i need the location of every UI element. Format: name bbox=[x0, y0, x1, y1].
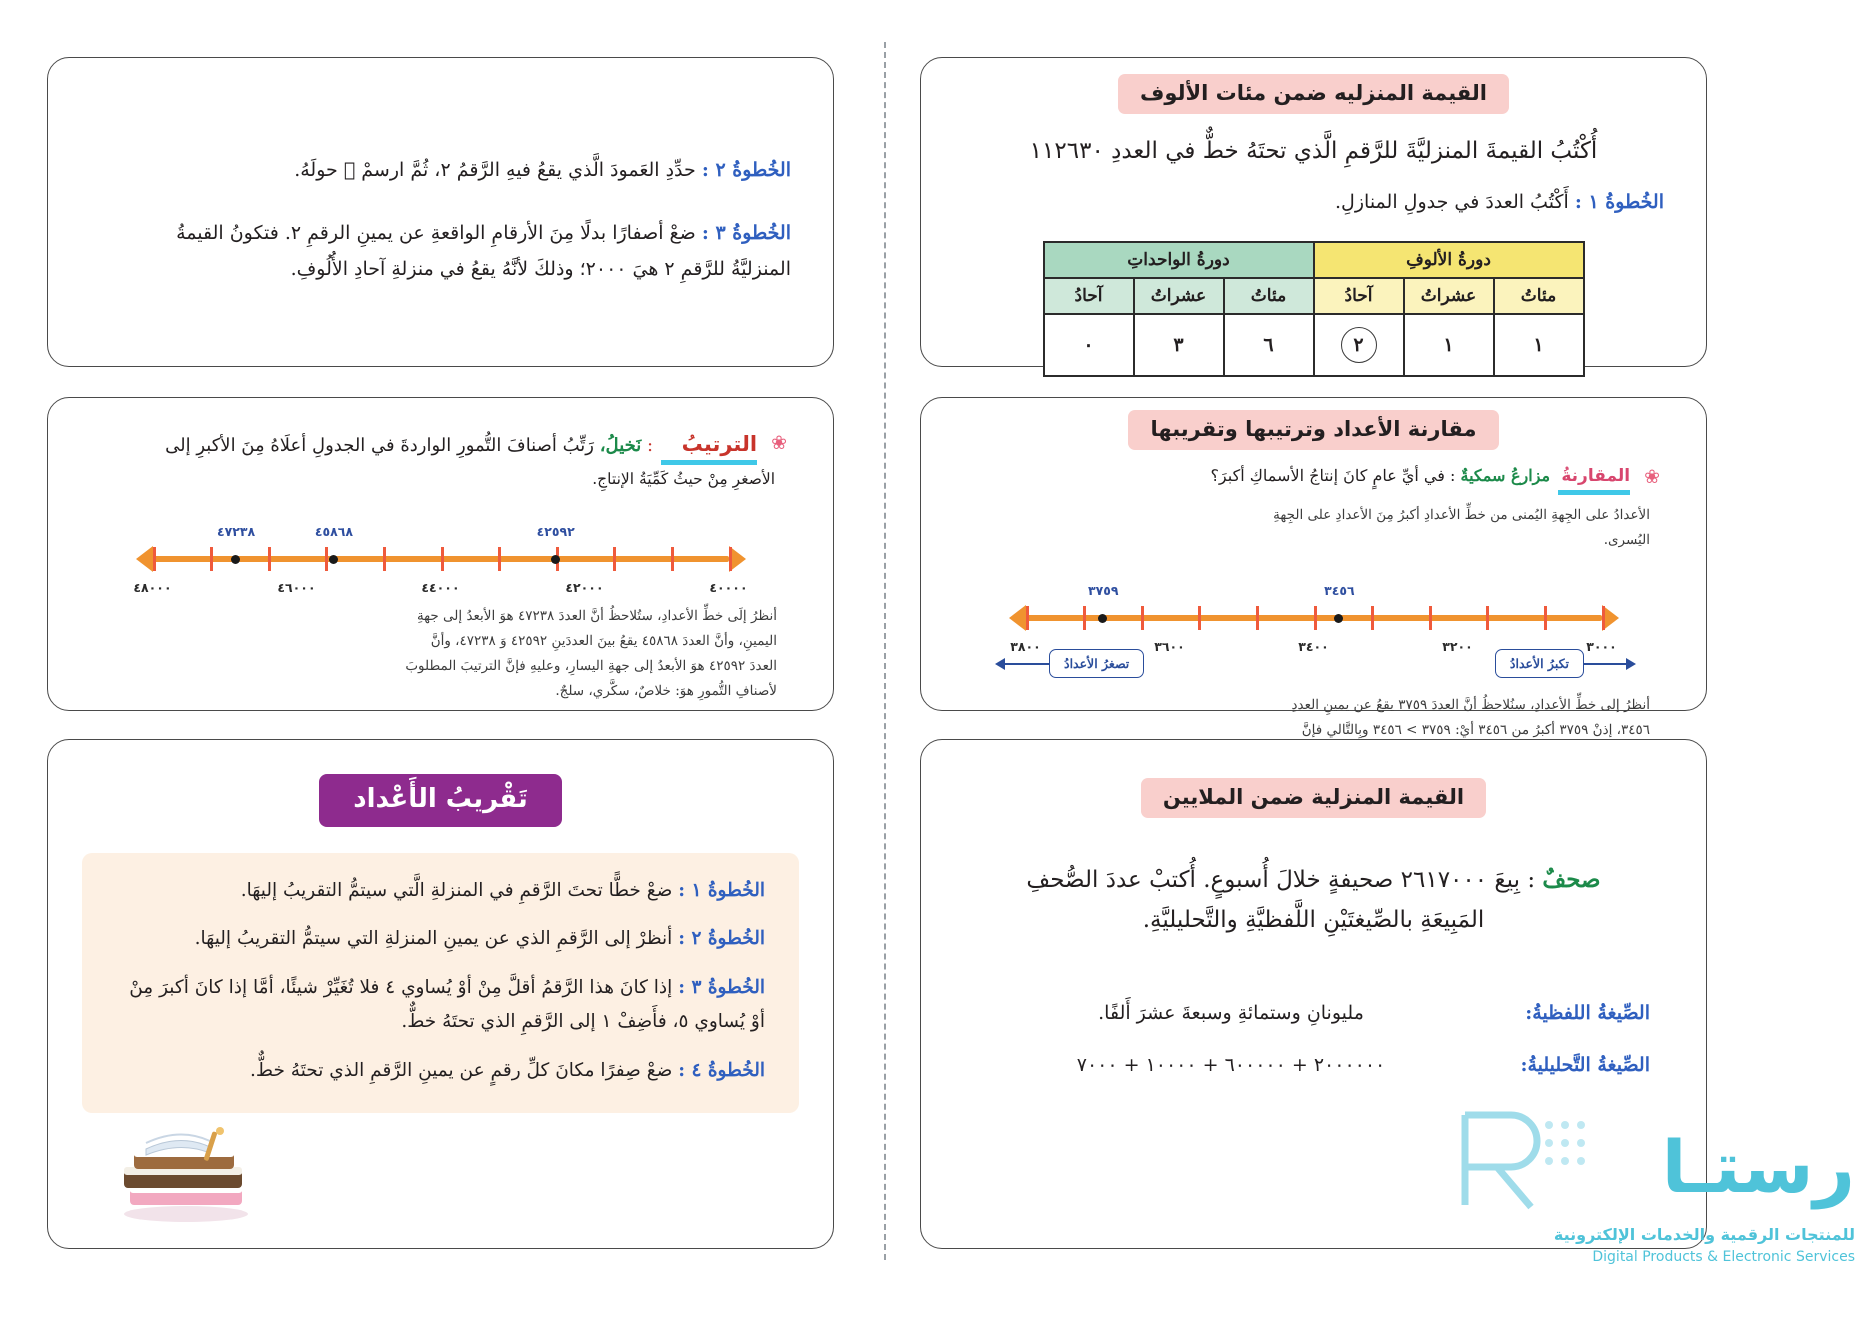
order-context: نَخيلُ، bbox=[599, 435, 642, 456]
callout-numbers-increase: تكبرُ الأعدادُ bbox=[1495, 649, 1584, 678]
header-units-ones: آحادُ bbox=[1044, 278, 1134, 314]
rounding-step-2 bbox=[116, 923, 765, 955]
compare-label-underline bbox=[1558, 488, 1630, 495]
number-line-tick bbox=[1486, 606, 1489, 630]
number-line-tick bbox=[1429, 606, 1432, 630]
number-line-bottom-label: ٣٢٠٠ bbox=[1442, 639, 1473, 655]
rounding-step-3-text-line1: إذا كانَ هذا الرَّقمُ أقلَّ مِنْ أوْ يُساوي ٤ فلا تُغَيِّرْ شيئًا، أمَّا إذا كانَ أكبرَ مِنْ bbox=[129, 976, 673, 998]
callout-arrow-right bbox=[1584, 663, 1628, 665]
number-line-tick bbox=[1141, 606, 1144, 630]
rounding-title-row bbox=[48, 774, 833, 827]
number-line-tick bbox=[325, 547, 328, 571]
number-line-arrow-left bbox=[1009, 605, 1026, 631]
number-line-point-label: ٤٥٨٦٨ bbox=[314, 523, 354, 539]
number-line-point-label: ٤٧٢٣٨ bbox=[216, 523, 256, 539]
number-line-tick bbox=[1256, 606, 1259, 630]
number-line-tick bbox=[1083, 606, 1086, 630]
rounding-step-2-label: الخُطوةُ ٢ : bbox=[678, 928, 765, 950]
number-line-tick bbox=[383, 547, 386, 571]
rounding-step-1 bbox=[116, 875, 765, 907]
callouts-compare bbox=[991, 649, 1636, 683]
number-line-bottom-label: ٣٨٠٠ bbox=[1010, 639, 1041, 655]
books-illustration bbox=[108, 1119, 268, 1224]
header-thousands-ones: آحادُ bbox=[1314, 278, 1404, 314]
value-units-hundreds: ٦ bbox=[1224, 314, 1314, 376]
group-units: دورةُ الواحداتِ bbox=[1044, 242, 1314, 278]
compare-hint-line2: اليُسرى. bbox=[1603, 532, 1650, 549]
number-line-tick bbox=[729, 547, 732, 571]
watermark-brand-ar: رستـا bbox=[1661, 1125, 1855, 1209]
step-3-line-2 bbox=[90, 253, 791, 286]
card-compare-order-round bbox=[920, 397, 1707, 739]
callout-numbers-decrease: تصغرُ الأعدادُ bbox=[1049, 649, 1144, 678]
number-line-point-label: ٣٤٥٦ bbox=[1324, 583, 1355, 599]
millions-question-line2: المَبِيعَةِ بالصِّيغتَيْنِ اللَّفظيَّةِ والتَّحليليَّةِ. bbox=[1142, 906, 1485, 933]
rounding-steps-panel bbox=[82, 853, 799, 1113]
number-line-bottom-label: ٤٦٠٠٠ bbox=[277, 579, 316, 595]
compare-explain-line1: أنظرُ إلى خطِّ الأعدادِ، سنُلاحظُ أنَّ العددَ ٣٧٥٩ يقعُ عن يمينِ العددِ bbox=[1291, 697, 1650, 714]
table-row-headers bbox=[1044, 278, 1584, 314]
page-divider bbox=[884, 42, 886, 1260]
rounding-step-2-text: أنظرْ إلى الرَّقمِ الذي عن يمينِ المنزلةِ التي سيتمُّ التقريبُ إليهَا. bbox=[194, 928, 673, 950]
question-text: أُكْتُبُ القيمةَ المنزليَّةَ للرَّقمِ الَّذي تحتَهُ خطٌّ في العددِ ١١٢٦٣٠ bbox=[1029, 138, 1598, 165]
number-line-point-label: ٣٧٥٩ bbox=[1088, 583, 1119, 599]
card-place-value-hundred-thousands bbox=[920, 57, 1707, 367]
section-chip-compare-order-round: مقارنة الأعداد وترتيبها وتقريبها bbox=[1128, 410, 1498, 450]
header-thousands-tens: عشراتُ bbox=[1404, 278, 1494, 314]
rounding-step-3-line2 bbox=[116, 1006, 765, 1038]
callout-arrow-left bbox=[1005, 663, 1049, 665]
value-units-ones: ٠ bbox=[1044, 314, 1134, 376]
place-value-table bbox=[1043, 241, 1585, 377]
compare-explain-line2: ٣٤٥٦، إذنْ ٣٧٥٩ أكبرُ من ٣٤٥٦ أيْ: ٣٧٥٩ > ٣٤٥٦ وبِالتَّالي فإنَّ bbox=[1301, 722, 1650, 739]
rounding-step-4-text: ضعْ صِفرًا مكانَ كلِّ رقمٍ عن يمينِ الرَّقمِ الذي تحتَهُ خطٌّ. bbox=[250, 1059, 673, 1081]
number-line-tick bbox=[1544, 606, 1547, 630]
header-units-tens: عشراتُ bbox=[1134, 278, 1224, 314]
number-line-bottom-label: ٣٠٠٠ bbox=[1586, 639, 1617, 655]
rounding-step-4-label: الخُطوةُ ٤ : bbox=[678, 1059, 765, 1081]
value-units-tens: ٣ bbox=[1134, 314, 1224, 376]
chip-row-compare bbox=[921, 410, 1706, 450]
step-2-label: الخُطوةُ ٢ : bbox=[701, 159, 791, 181]
millions-question-text1: : بِيعَ ٢٦١٧٠٠٠ صحيفةٍ خلالَ أُسبوعٍ. أُكتبْ عددَ الصُّحفِ bbox=[1026, 867, 1536, 894]
number-line-tick bbox=[498, 547, 501, 571]
number-line-ordering bbox=[131, 512, 751, 595]
number-line-bottom-label: ٤٢٠٠٠ bbox=[565, 579, 604, 595]
step-3-text-line2: المنزليَّةُ للرَّقمِ ٢ هيَ ٢٠٠٠؛ وذلكَ لأنَّهُ يقعُ في منزلةِ آحادِ الأُلُوفِ. bbox=[290, 257, 791, 280]
compare-heading-row bbox=[967, 466, 1660, 495]
watermark-tagline-ar: للمنتجات الرقمية والخدمات الإلكترونية bbox=[1553, 1225, 1855, 1244]
verbal-form-key: الصِّيغةُ اللفظيةُ: bbox=[1525, 1002, 1650, 1025]
number-line-tick bbox=[1198, 606, 1201, 630]
step-3-label: الخُطوةُ ٣ : bbox=[701, 222, 791, 245]
flower-icon: ❀ bbox=[1644, 466, 1660, 489]
value-thousands-ones bbox=[1314, 314, 1404, 376]
number-line-bottom-label: ٣٦٠٠ bbox=[1154, 639, 1185, 655]
card-rounding-steps bbox=[47, 739, 834, 1249]
watermark-tagline-en: Digital Products & Electronic Services bbox=[1592, 1249, 1855, 1265]
callout-arrowhead-right bbox=[1626, 658, 1636, 670]
number-line-tick bbox=[441, 547, 444, 571]
number-line-tick bbox=[1371, 606, 1374, 630]
step-3-line bbox=[90, 217, 791, 250]
number-line-compare bbox=[1004, 571, 1624, 655]
number-line-tick bbox=[613, 547, 616, 571]
number-line-bottom-label: ٤٨٠٠٠ bbox=[133, 579, 172, 595]
rounding-step-3-text-line2: أوْ يُساوي ٥، فأَضِفْ ١ إلى الرَّقمِ الذي تحتَهُ خطٌّ. bbox=[401, 1011, 765, 1033]
number-line-tick bbox=[1602, 606, 1605, 630]
header-thousands-hundreds: مئاتُ bbox=[1494, 278, 1584, 314]
step-2-line bbox=[90, 154, 791, 187]
chip-row bbox=[921, 74, 1706, 114]
number-line-tick bbox=[671, 547, 674, 571]
step-1-line bbox=[963, 186, 1664, 219]
analytic-form-key: الصِّيغةُ التَّحليليةُ: bbox=[1520, 1054, 1650, 1077]
rounding-step-3 bbox=[116, 972, 765, 1004]
number-line-bottom-label: ٤٤٠٠٠ bbox=[421, 579, 460, 595]
order-explain-line4: لأصنافِ التُّمورِ هوَ: خلاصٌ، سكَّري، سلجٌ. bbox=[555, 682, 777, 699]
table-row-groups bbox=[1044, 242, 1584, 278]
number-line-tick bbox=[210, 547, 213, 571]
step-1-label: الخُطوةُ ١ : bbox=[1574, 190, 1664, 213]
card-steps-2-3 bbox=[47, 57, 834, 367]
value-thousands-tens: ١ bbox=[1404, 314, 1494, 376]
compare-context: مزارعُ سمكيةٌ bbox=[1460, 466, 1551, 486]
circled-digit: ٢ bbox=[1341, 327, 1377, 363]
compare-hint-line1: الأعدادُ على الجِهةِ اليُمنى من خطِّ الأعدادِ أكبرُ مِنَ الأعدادِ على الجِهةِ bbox=[1273, 507, 1650, 524]
millions-context: صحفٌ bbox=[1542, 866, 1601, 894]
header-units-hundreds: مئاتُ bbox=[1224, 278, 1314, 314]
order-heading-row: ❀ الترتيبُ : نَخيلُ، رَتِّبُ أصنافَ التُّمورِ الواردةَ في الجدولِ أعلَاهُ مِنَ الأكبرِ إلى bbox=[94, 432, 787, 465]
place-value-table-wrap bbox=[921, 241, 1706, 377]
rounding-step-1-label: الخُطوةُ ١ : bbox=[678, 880, 765, 901]
flower-icon: ❀ bbox=[771, 432, 787, 454]
card-ordering bbox=[47, 397, 834, 711]
compare-question: : في أيِّ عامٍ كانَ إنتاجُ الأسماكِ أكبرَ؟ bbox=[1210, 466, 1456, 486]
order-explain-line1: أنظرُ إلَى خطِّ الأعدادِ، ستُلاحظُ أنَّ العددَ ٤٧٢٣٨ هوَ الأبعدُ إلى جهةِ bbox=[416, 607, 777, 624]
section-chip-place-value-millions: القيمة المنزلية ضمن الملايين bbox=[1141, 778, 1486, 818]
step-2-text: حدِّدِ العَمودَ الَّذي يقعُ فيهِ الرَّقمُ ٢، ثُمَّ ارسمْ ⃝ حولَهُ. bbox=[294, 159, 696, 181]
number-line-tick bbox=[1026, 606, 1029, 630]
analytic-form-value: ٢٠٠٠٠٠٠ + ٦٠٠٠٠٠ + ١٠٠٠٠ + ٧٠٠٠ bbox=[1076, 1054, 1386, 1077]
order-label: الترتيبُ bbox=[681, 432, 758, 456]
callout-arrowhead-left bbox=[995, 658, 1005, 670]
number-line-point bbox=[551, 555, 560, 564]
compare-label: المقارنةُ bbox=[1561, 466, 1631, 487]
number-line-arrow-left bbox=[136, 546, 153, 572]
order-question: رَتِّبُ أصنافَ التُّمورِ الواردةَ في الجدولِ أعلَاهُ مِنَ الأكبرِ إلى bbox=[165, 435, 595, 456]
millions-question-line1 bbox=[955, 862, 1672, 899]
rounding-step-1-text: ضعْ خطًّا تحتَ الرَّقمِ في المنزلةِ الَّتي سيتمُّ التقريبُ إليهَا. bbox=[240, 880, 673, 901]
number-line-tick bbox=[268, 547, 271, 571]
number-line-point bbox=[1334, 614, 1343, 623]
number-line-bottom-label: ٤٠٠٠٠ bbox=[709, 579, 748, 595]
step-3-text-line1: ضعْ أصفارًا بدلًا مِنَ الأرقامِ الواقعةِ عن يمينِ الرقمِ ٢. فتكونُ القيمةُ bbox=[176, 222, 696, 245]
chip-row-millions bbox=[921, 778, 1706, 818]
step-1-text: أَكْتُبُ العددَ في جدولِ المنازلِ. bbox=[1335, 190, 1569, 213]
number-line-point bbox=[329, 555, 338, 564]
order-label-underline bbox=[661, 458, 757, 465]
order-explain-line2: اليمينِ، وأنَّ العددَ ٤٥٨٦٨ يقعُ بينَ العددَينِ ٤٢٥٩٢ وَ ٤٧٢٣٨، وأنَّ bbox=[430, 632, 777, 649]
number-line-point bbox=[231, 555, 240, 564]
number-line-bottom-label: ٣٤٠٠ bbox=[1298, 639, 1329, 655]
rounding-step-3-label: الخُطوةُ ٣ : bbox=[678, 976, 765, 998]
group-thousands: دورةُ الألوفِ bbox=[1314, 242, 1584, 278]
section-chip-place-value-hundred-thousands: القيمة المنزليه ضمن مئات الألوف bbox=[1118, 74, 1509, 114]
rounding-title: تَقْريبُ الأَعْداد bbox=[319, 774, 561, 827]
verbal-form-value: مليونانِ وستمائةِ وسبعةَ عشرَ أَلفًا. bbox=[1098, 1002, 1364, 1025]
value-thousands-hundreds: ١ bbox=[1494, 314, 1584, 376]
number-line-point bbox=[1098, 614, 1107, 623]
number-line-point-label: ٤٢٥٩٢ bbox=[536, 523, 575, 539]
card-place-value-millions bbox=[920, 739, 1707, 1249]
order-question-line2: الأصغرِ مِنْ حيثُ كَمِّيَةُ الإنتاجِ. bbox=[592, 470, 775, 488]
table-row-values bbox=[1044, 314, 1584, 376]
analytic-form-row bbox=[977, 1054, 1650, 1076]
number-line-tick bbox=[1314, 606, 1317, 630]
rounding-step-4 bbox=[116, 1055, 765, 1087]
verbal-form-row bbox=[977, 1002, 1650, 1024]
order-explain-line3: العددَ ٤٢٥٩٢ هوَ الأبعدُ إلى جهةِ اليسارِ، وعليهِ فإنَّ الترتيبَ المطلوبَ bbox=[405, 657, 777, 674]
number-line-tick bbox=[153, 547, 156, 571]
